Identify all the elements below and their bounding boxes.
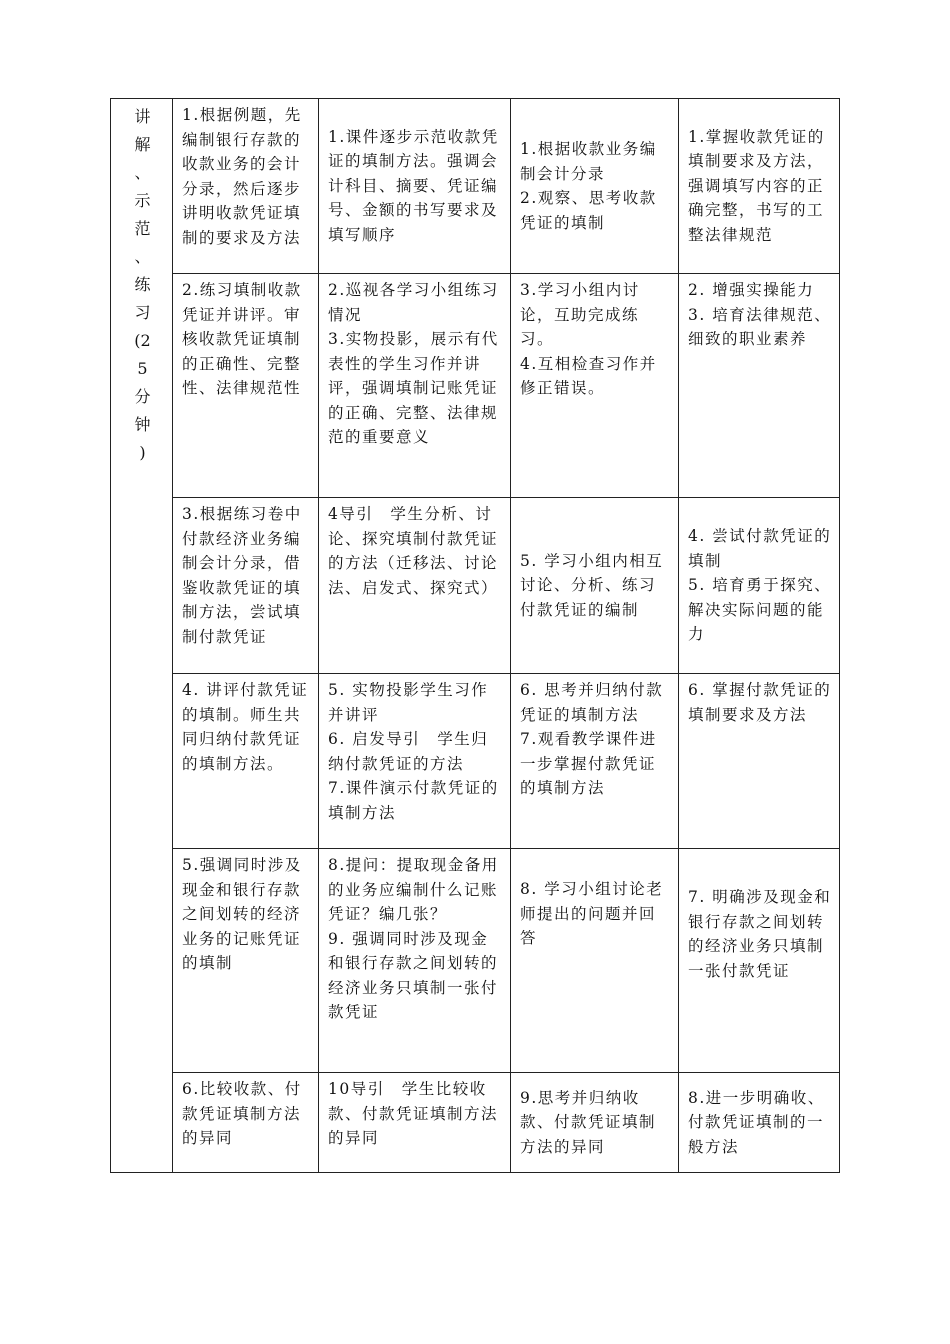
- content-cell: 2.练习填制收款凭证并讲评。审核收款凭证填制的正确性、完整性、法律规范性: [173, 274, 319, 498]
- content-cell: 1.根据例题，先编制银行存款的收款业务的会计分录，然后逐步讲明收款凭证填制的要求及方法: [173, 99, 319, 274]
- student-activity-cell: 3.学习小组内讨论，互助完成练习。 4.互相检查习作并修正错误。: [511, 274, 679, 498]
- student-activity-cell: 9.思考并归纳收款、付款凭证填制方法的异同: [511, 1073, 679, 1173]
- table-row: [111, 274, 840, 498]
- goal-cell: 4. 尝试付款凭证的填制 5. 培育勇于探究、解决实际问题的能力: [679, 498, 840, 674]
- student-activity-cell: 5. 学习小组内相互讨论、分析、练习付款凭证的编制: [511, 498, 679, 674]
- table-row: [111, 674, 840, 849]
- goal-cell: 2. 增强实操能力 3. 培育法律规范、细致的职业素养: [679, 274, 840, 498]
- teacher-activity-cell: 1.课件逐步示范收款凭证的填制方法。强调会计科目、摘要、凭证编号、金额的书写要求及填写顺序: [319, 99, 511, 274]
- stage-label: 讲 解 、示 范 、练 习 (25分钟 ): [134, 107, 151, 462]
- student-activity-cell: 8. 学习小组讨论老师提出的问题并回答: [511, 849, 679, 1073]
- content-cell: 6.比较收款、付款凭证填制方法的异同: [173, 1073, 319, 1173]
- teacher-activity-cell: 8.提问：提取现金备用的业务应编制什么记账凭证？编几张？ 9. 强调同时涉及现金和银行存款之间划转的经济业务只填制一张付款凭证: [319, 849, 511, 1073]
- stage-cell: [111, 99, 173, 1173]
- teacher-activity-cell: 5. 实物投影学生习作并讲评 6. 启发导引 学生归纳付款凭证的方法 7.课件演示付款凭证的填制方法: [319, 674, 511, 849]
- table-row: [111, 849, 840, 1073]
- content-cell: 5.强调同时涉及现金和银行存款之间划转的经济业务的记账凭证的填制: [173, 849, 319, 1073]
- goal-cell: 8.进一步明确收、付款凭证填制的一般方法: [679, 1073, 840, 1173]
- lesson-plan-table: [110, 98, 840, 1173]
- teacher-activity-cell: 2.巡视各学习小组练习情况 3.实物投影，展示有代表性的学生习作并讲评，强调填制记账凭证的正确、完整、法律规范的重要意义: [319, 274, 511, 498]
- goal-cell: 1.掌握收款凭证的填制要求及方法，强调填写内容的正确完整，书写的工整法律规范: [679, 99, 840, 274]
- table-row: [111, 99, 840, 274]
- student-activity-cell: 6. 思考并归纳付款凭证的填制方法 7.观看教学课件进一步掌握付款凭证的填制方法: [511, 674, 679, 849]
- table-row: [111, 498, 840, 674]
- content-cell: 4. 讲评付款凭证的填制。师生共同归纳付款凭证的填制方法。: [173, 674, 319, 849]
- teacher-activity-cell: 10导引 学生比较收款、付款凭证填制方法的异同: [319, 1073, 511, 1173]
- student-activity-cell: 1.根据收款业务编制会计分录 2.观察、思考收款凭证的填制: [511, 99, 679, 274]
- content-cell: 3.根据练习卷中付款经济业务编制会计分录，借鉴收款凭证的填制方法，尝试填制付款凭证: [173, 498, 319, 674]
- table-row: [111, 1073, 840, 1173]
- goal-cell: 6. 掌握付款凭证的填制要求及方法: [679, 674, 840, 849]
- goal-cell: 7. 明确涉及现金和银行存款之间划转的经济业务只填制一张付款凭证: [679, 849, 840, 1073]
- teacher-activity-cell: 4导引 学生分析、讨论、探究填制付款凭证的方法（迁移法、讨论法、启发式、探究式）: [319, 498, 511, 674]
